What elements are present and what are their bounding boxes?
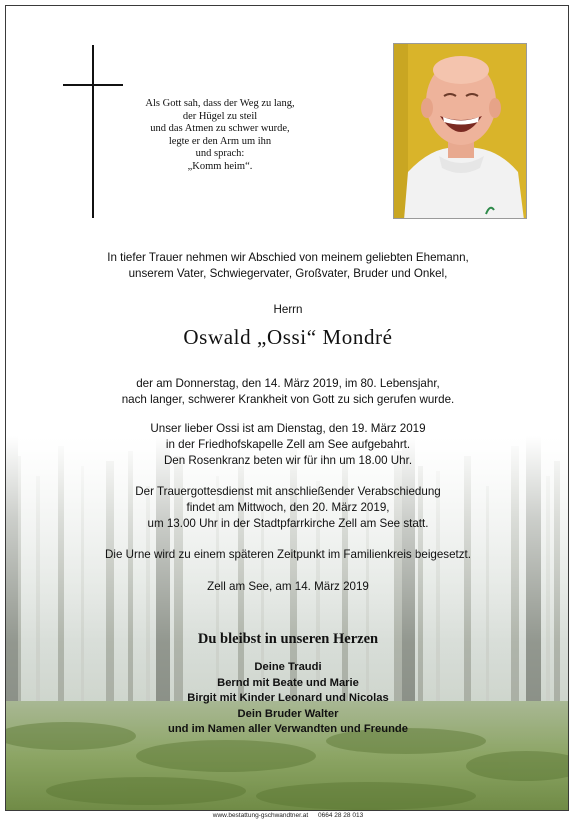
farewell-heading: Du bleibst in unseren Herzen	[197, 631, 379, 647]
poem-line: der Hügel zu steil	[182, 110, 258, 122]
intro-text	[6, 250, 569, 282]
mourner-line: und im Namen aller Verwandten und Freunde	[168, 723, 408, 736]
service-line: Der Trauergottesdienst mit anschließender Verabschiedung	[135, 485, 441, 498]
poem-line: und sprach:	[195, 148, 245, 160]
intro-line: In tiefer Trauer nehmen wir Abschied von meinem geliebten Ehemann,	[107, 251, 469, 264]
salutation: Herrn	[273, 303, 303, 316]
mourner-line: Deine Traudi	[254, 661, 322, 673]
footer	[0, 812, 576, 819]
viewing-line: in der Friedhofskapelle Zell am See aufgebahrt.	[165, 438, 411, 451]
mourner-line: Birgit mit Kinder Leonard und Nicolas	[187, 692, 389, 705]
place-date: Zell am See, am 14. März 2019	[207, 580, 369, 593]
footer-phone: 0664 28 28 013	[318, 812, 364, 819]
death-notice	[6, 376, 569, 408]
cross-icon	[92, 45, 94, 218]
poem-line: „Komm heim“.	[187, 160, 253, 172]
viewing-info	[6, 421, 569, 469]
intro-line: unserem Vater, Schwiegervater, Großvater, Bruder und Onkel,	[128, 267, 448, 280]
viewing-line: Unser lieber Ossi ist am Dienstag, den 19. März 2019	[150, 422, 426, 435]
portrait-photo	[393, 43, 527, 219]
deceased-name: Oswald „Ossi“ Mondré	[183, 325, 393, 349]
poem	[140, 98, 300, 174]
mourner-line: Bernd mit Beate und Marie	[217, 676, 359, 689]
poem-line: Als Gott sah, dass der Weg zu lang,	[145, 98, 295, 109]
viewing-line: Den Rosenkranz beten wir für ihn um 18.00 Uhr.	[163, 454, 413, 467]
poem-line: und das Atmen zu schwer wurde,	[150, 123, 290, 135]
service-line: findet am Mittwoch, den 20. März 2019,	[186, 501, 390, 514]
service-line: um 13.00 Uhr in der Stadtpfarrkirche Zell am See statt.	[147, 517, 429, 530]
obituary-card	[5, 5, 569, 811]
service-info	[6, 484, 569, 532]
death-notice-line: der am Donnerstag, den 14. März 2019, im 80. Lebensjahr,	[136, 377, 440, 390]
urn-info: Die Urne wird zu einem späteren Zeitpunkt im Familienkreis beigesetzt.	[105, 548, 471, 561]
cross-icon-bar	[63, 84, 123, 86]
footer-website[interactable]: www.bestattung-gschwandtner.at	[212, 812, 309, 819]
death-notice-line: nach langer, schwerer Krankheit von Gott zu sich gerufen wurde.	[121, 393, 455, 406]
mourner-line: Dein Bruder Walter	[237, 707, 339, 720]
mourners-list	[6, 660, 569, 738]
poem-line: legte er den Arm um ihn	[168, 135, 272, 147]
